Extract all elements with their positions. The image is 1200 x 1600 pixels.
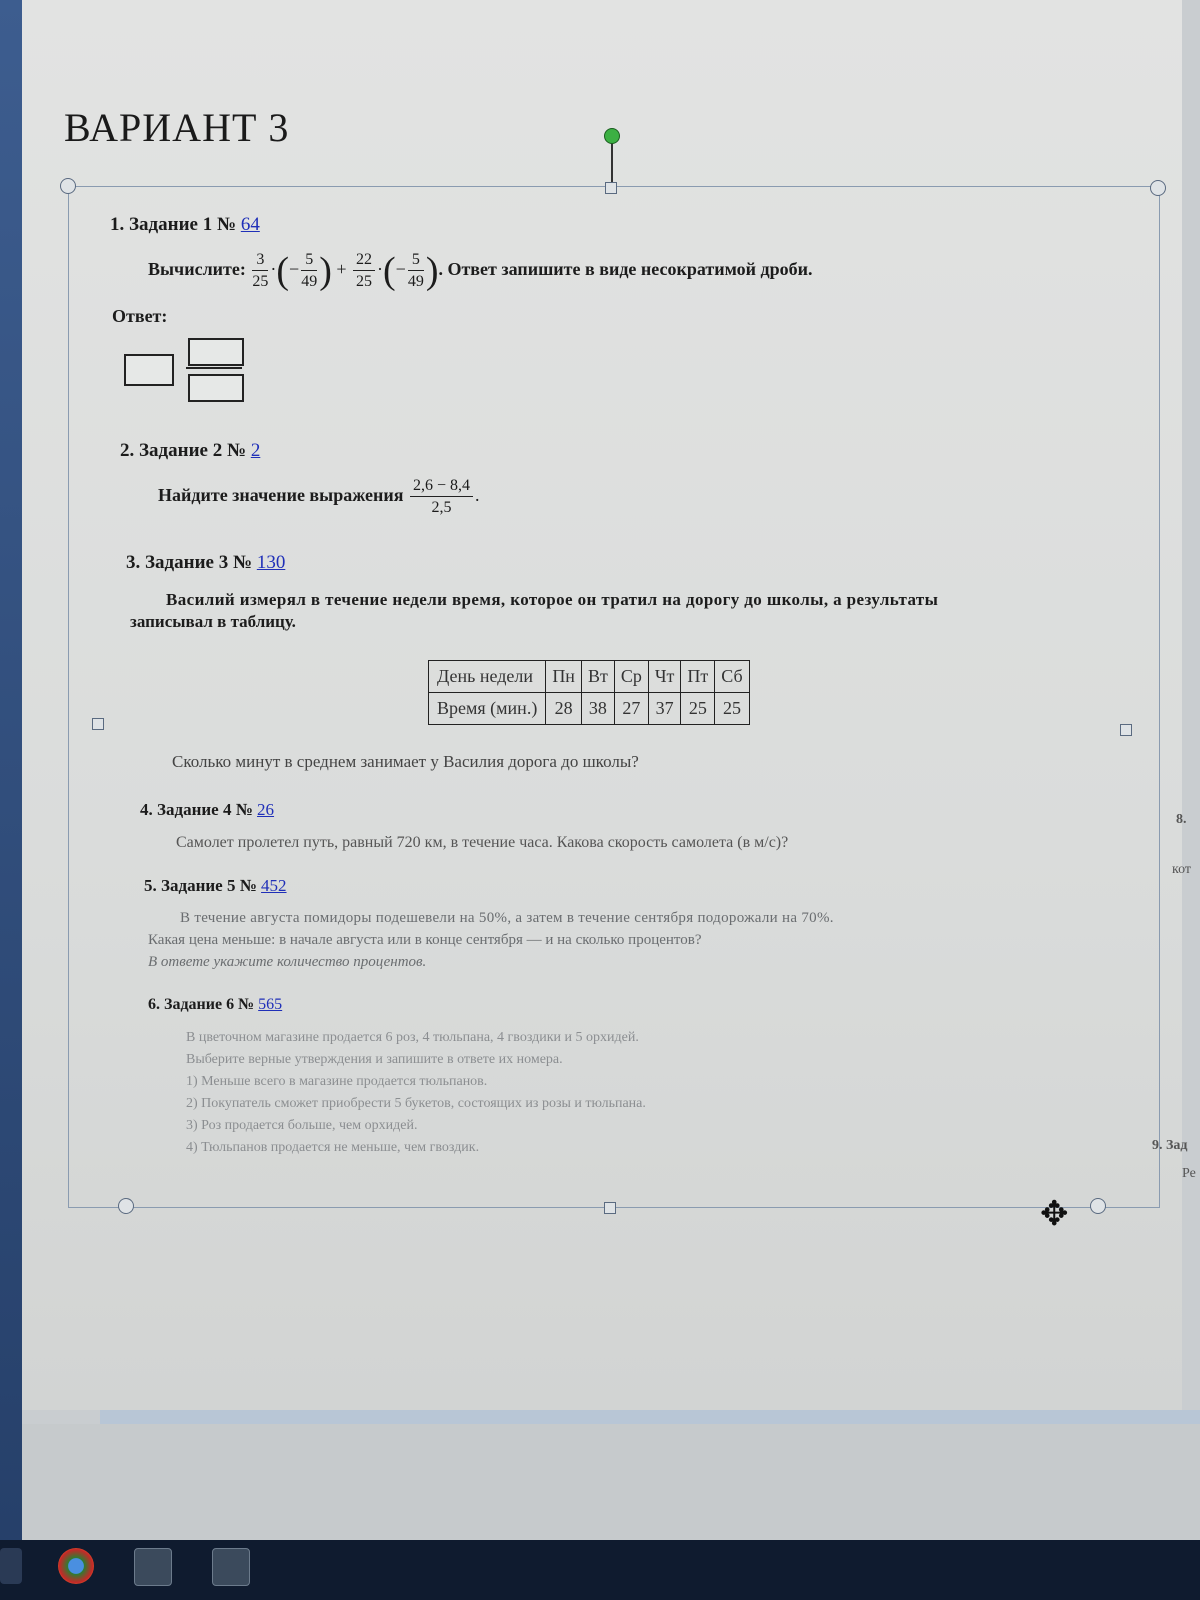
table-cell: Сб <box>715 661 749 693</box>
task6-heading: 6. Задание 6 № 565 <box>148 996 283 1013</box>
table-cell: 25 <box>715 693 749 725</box>
table-cell: 25 <box>681 693 715 725</box>
fraction-5-49-second: $\frac{5}{49}$ <box>407 251 424 290</box>
task3-text-line1: Василий измерял в течение недели время, которое он тратил на дорогу до школы, а результаты <box>166 590 939 609</box>
table-row <box>429 661 750 693</box>
task4-heading: 4. Задание 4 № 26 <box>140 800 275 819</box>
task6-option: 4) Тюльпанов продается не меньше, чем гвоздик. <box>186 1140 480 1155</box>
right-column-fragment: Ре <box>1182 1166 1196 1181</box>
task2-fraction: $\frac{2,6 - 8,4}{2,5}$ <box>410 478 473 516</box>
task6-option: 2) Покупатель сможет приобрести 5 букетов, состоящих из розы и тюльпана. <box>186 1096 646 1111</box>
task2-text: Найдите значение выражения $\frac{2,6 - 8,4}{2,5}$ . <box>158 477 480 516</box>
answer-integer-box[interactable] <box>124 354 174 386</box>
task6-line1: В цветочном магазине продается 6 роз, 4 тюльпана, 4 гвоздики и 5 орхидей. <box>186 1030 639 1045</box>
right-column-fragment: 9. Зад <box>1152 1138 1188 1153</box>
task5-line3: В ответе укажите количество процентов. <box>148 954 427 970</box>
variant-title: ВАРИАНТ 3 <box>64 105 290 150</box>
task2-link[interactable]: 2 <box>250 440 261 461</box>
chrome-icon[interactable] <box>58 1548 94 1584</box>
table-row <box>429 693 750 725</box>
image-viewer-icon[interactable] <box>212 1548 250 1586</box>
task1-link[interactable]: 64 <box>240 214 260 235</box>
answer-denominator-box[interactable] <box>188 374 244 402</box>
page-bottom-border <box>100 1410 1200 1424</box>
task2-heading: 2. Задание 2 № 2 <box>120 440 261 461</box>
fraction-5-49: $\frac{5}{49}$ <box>301 251 318 290</box>
table-cell: Пн <box>546 661 582 693</box>
task5-link[interactable]: 452 <box>261 876 287 895</box>
resize-handle-right[interactable] <box>1120 724 1132 736</box>
commute-table <box>428 660 750 725</box>
task3-heading: 3. Задание 3 № 130 <box>126 552 286 573</box>
task4-link[interactable]: 26 <box>257 800 275 819</box>
task5-line1: В течение августа помидоры подешевели на 50%, а затем в течение сентября подорожали на 70%. <box>180 910 834 926</box>
word-icon[interactable] <box>134 1548 172 1586</box>
task6-option: 3) Роз продается больше, чем орхидей. <box>186 1118 418 1133</box>
fraction-22-25: $\frac{22}{25}$ <box>353 252 375 290</box>
answer-numerator-box[interactable] <box>188 338 244 366</box>
right-column-fragment: кот <box>1172 862 1192 877</box>
table-cell: 38 <box>581 693 614 725</box>
table-cell: 28 <box>546 693 582 725</box>
resize-handle-bottom-right[interactable] <box>1090 1198 1106 1214</box>
table-cell: 27 <box>614 693 648 725</box>
task4-text: Самолет пролетел путь, равный 720 км, в течение часа. Какова скорость самолета (в м/с)? <box>176 834 789 851</box>
resize-handle-bottom-left[interactable] <box>118 1198 134 1214</box>
table-cell: Ср <box>614 661 648 693</box>
task3-question: Сколько минут в среднем занимает у Василия дорога до школы? <box>172 752 639 771</box>
right-column-fragment: 8. <box>1176 812 1187 827</box>
task6-link[interactable]: 565 <box>258 996 283 1013</box>
taskbar <box>0 1540 1200 1600</box>
desktop-edge <box>0 0 22 1540</box>
resize-handle-top-left[interactable] <box>60 178 76 194</box>
table-cell: День недели <box>429 661 546 693</box>
task6-line2: Выберите верные утверждения и запишите в ответе их номера. <box>186 1052 563 1067</box>
fraction-3-25: $\frac{3}{25}$ <box>252 251 269 290</box>
resize-handle-left[interactable] <box>92 718 104 730</box>
table-cell: Пт <box>681 661 715 693</box>
rotation-handle[interactable] <box>604 128 620 144</box>
resize-handle-top[interactable] <box>605 182 617 194</box>
resize-handle-bottom[interactable] <box>604 1202 616 1214</box>
rotation-handle-stem <box>611 142 613 184</box>
task1-heading: 1. Задание 1 № 64 <box>110 214 260 235</box>
task6-option: 1) Меньше всего в магазине продается тюльпанов. <box>186 1074 488 1089</box>
task3-text-line2: записывал в таблицу. <box>130 612 296 631</box>
answer-fraction-bar <box>186 367 242 369</box>
table-cell: Вт <box>581 661 614 693</box>
move-cursor-icon: ✥ <box>1040 1196 1069 1233</box>
document-background <box>22 1424 1200 1540</box>
task5-heading: 5. Задание 5 № 452 <box>144 876 287 895</box>
task1-expression: Вычислите: $\frac{3}{25}$ ·(− $\frac{5}{49}$ ) + $\frac{22}{25}$ ·(− $\frac{5}{49}$ ). Ответ запишите в виде несократимой дроби. <box>148 250 813 292</box>
task3-link[interactable]: 130 <box>256 552 286 573</box>
task1-answer-label: Ответ: <box>112 306 168 326</box>
resize-handle-top-right[interactable] <box>1150 180 1166 196</box>
table-cell: Время (мин.) <box>429 693 546 725</box>
table-cell: 37 <box>648 693 681 725</box>
task5-line2: Какая цена меньше: в начале августа или в конце сентября — и на сколько процентов? <box>148 932 702 948</box>
table-cell: Чт <box>648 661 681 693</box>
start-button[interactable] <box>0 1548 22 1584</box>
